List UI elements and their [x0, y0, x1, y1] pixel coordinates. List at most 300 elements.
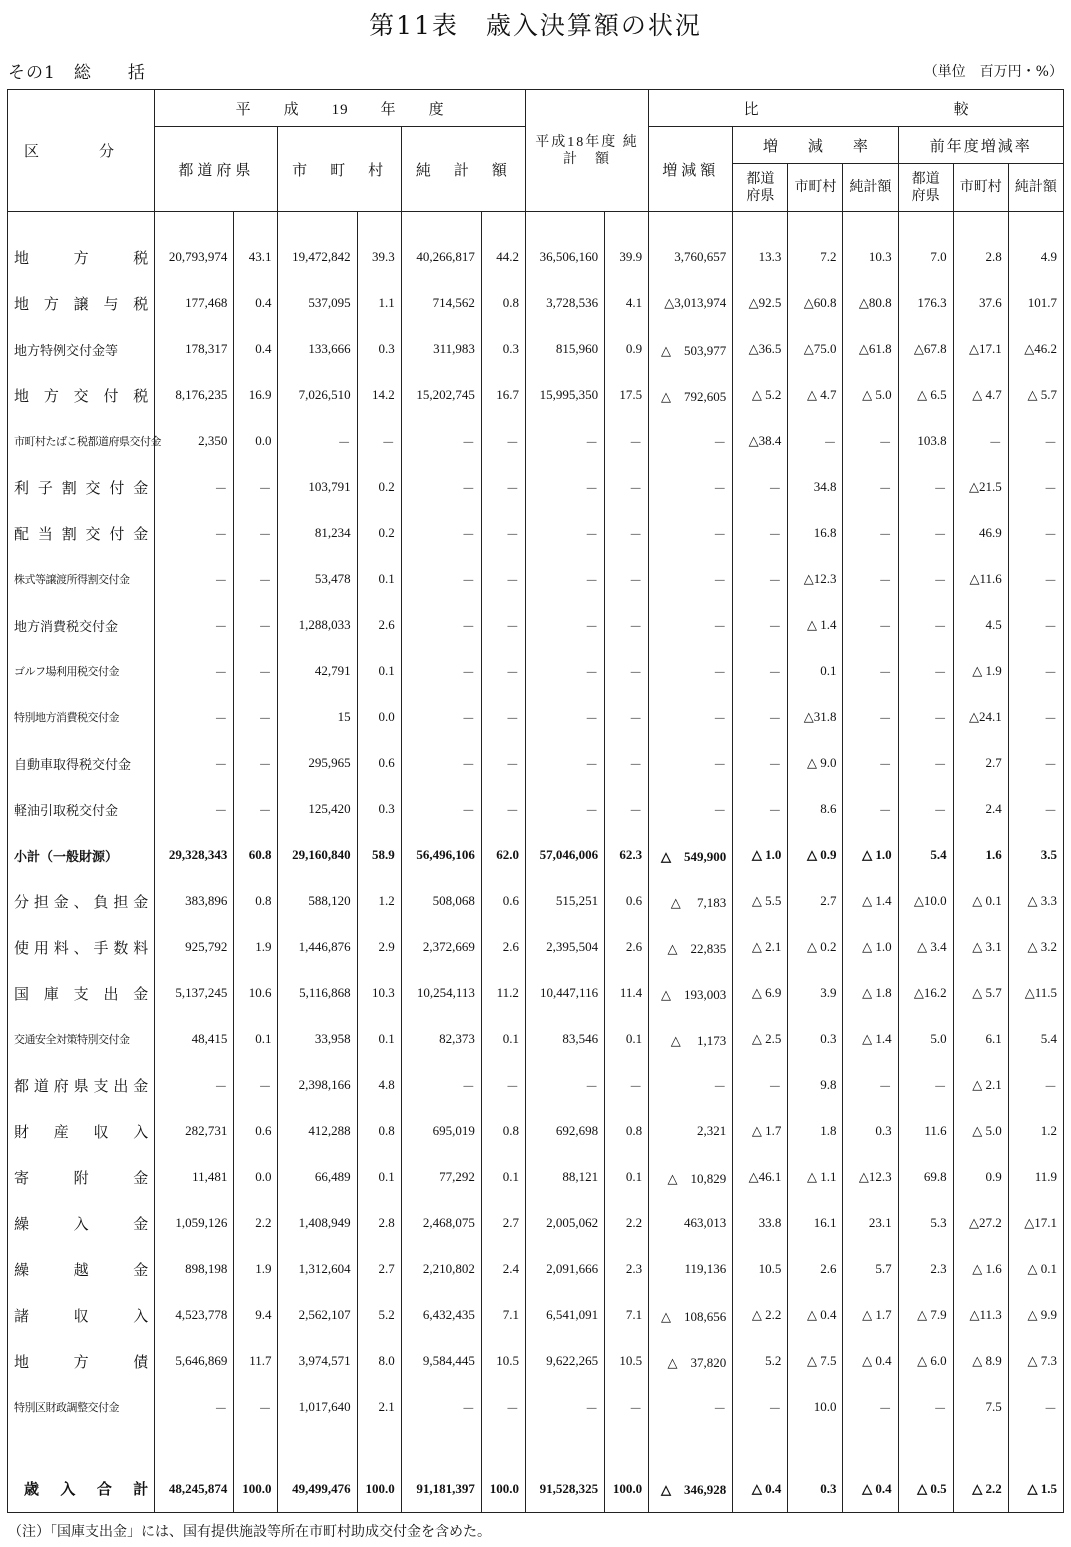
table-cell: －: [525, 418, 604, 464]
table-cell: 33.8: [733, 1200, 788, 1246]
table-cell: 0.1: [357, 1016, 401, 1062]
table-cell: －: [401, 1384, 481, 1430]
table-cell: △ 503,977: [649, 326, 733, 372]
table-cell: 8.0: [357, 1338, 401, 1384]
table-cell: 1,059,126: [155, 1200, 234, 1246]
table-cell: 82,373: [401, 1016, 481, 1062]
table-cell: 125,420: [278, 786, 357, 832]
table-cell: 0.1: [357, 648, 401, 694]
header-h18: 平成18年度 純 計 額: [525, 90, 648, 212]
table-cell: －: [481, 786, 525, 832]
table-cell: 5.3: [898, 1200, 953, 1246]
table-cell: －: [1008, 464, 1063, 510]
table-cell: △21.5: [953, 464, 1008, 510]
table-cell: 4,523,778: [155, 1292, 234, 1338]
table-cell: －: [401, 464, 481, 510]
table-cell: 695,019: [401, 1108, 481, 1154]
table-cell: 0.3: [357, 786, 401, 832]
table-cell: －: [733, 786, 788, 832]
table-cell: 2,468,075: [401, 1200, 481, 1246]
table-cell: 2.7: [481, 1200, 525, 1246]
header-sub-pref-prev: 都道 府県: [898, 164, 953, 212]
table-cell: 2.1: [357, 1384, 401, 1430]
table-cell: 88,121: [525, 1154, 604, 1200]
spacer-cell: [234, 1430, 278, 1466]
table-cell: 11.2: [481, 970, 525, 1016]
table-cell: －: [155, 648, 234, 694]
table-cell: 0.9: [953, 1154, 1008, 1200]
table-row: [8, 1384, 1064, 1430]
table-cell: 2.7: [357, 1246, 401, 1292]
header-category: 区 分: [8, 90, 155, 212]
table-cell: 4.1: [605, 280, 649, 326]
table-cell: 3,974,571: [278, 1338, 357, 1384]
table-cell: －: [525, 786, 604, 832]
table-cell: －: [481, 1384, 525, 1430]
table-cell: －: [525, 602, 604, 648]
table-cell: －: [155, 464, 234, 510]
table-cell: 11.4: [605, 970, 649, 1016]
table-row: [8, 602, 1064, 648]
table-cell: △ 5.0: [953, 1108, 1008, 1154]
table-cell: 7.5: [953, 1384, 1008, 1430]
table-cell: 2,562,107: [278, 1292, 357, 1338]
table-cell: 0.4: [234, 280, 278, 326]
row-label: 地方譲与税: [8, 280, 155, 326]
table-cell: －: [155, 602, 234, 648]
table-cell: 15: [278, 694, 357, 740]
row-label: 利子割交付金: [8, 464, 155, 510]
table-cell: －: [605, 510, 649, 556]
table-cell: －: [155, 740, 234, 786]
table-cell: 5.4: [1008, 1016, 1063, 1062]
table-cell: －: [898, 1062, 953, 1108]
table-cell: －: [733, 648, 788, 694]
row-label: 地方税: [8, 234, 155, 280]
table-row: [8, 924, 1064, 970]
table-cell: 16.7: [481, 372, 525, 418]
table-cell: 4.9: [1008, 234, 1063, 280]
table-cell: 6,432,435: [401, 1292, 481, 1338]
table-cell: △ 792,605: [649, 372, 733, 418]
spacer-cell: [953, 1430, 1008, 1466]
table-cell: 10.3: [843, 234, 898, 280]
table-cell: －: [401, 648, 481, 694]
row-label: 地方特例交付金等: [8, 326, 155, 372]
table-cell: 815,960: [525, 326, 604, 372]
table-cell: △ 1.5: [1008, 1466, 1063, 1512]
table-cell: 44.2: [481, 234, 525, 280]
table-cell: 9,584,445: [401, 1338, 481, 1384]
spacer-cell: [843, 212, 898, 235]
table-cell: 2.6: [481, 924, 525, 970]
table-cell: －: [357, 418, 401, 464]
table-cell: △ 1,173: [649, 1016, 733, 1062]
table-cell: 2.3: [605, 1246, 649, 1292]
table-cell: 42,791: [278, 648, 357, 694]
header-comparison: 比 較: [649, 90, 1064, 127]
unit-label: （単位 百万円・%）: [923, 64, 1063, 80]
spacer-cell: [278, 1430, 357, 1466]
table-cell: 2.4: [953, 786, 1008, 832]
table-cell: △ 2.2: [953, 1466, 1008, 1512]
table-cell: △12.3: [843, 1154, 898, 1200]
table-cell: 2.4: [481, 1246, 525, 1292]
table-cell: 5.4: [898, 832, 953, 878]
table-cell: 119,136: [649, 1246, 733, 1292]
table-cell: －: [1008, 510, 1063, 556]
table-cell: 62.3: [605, 832, 649, 878]
table-row: [8, 556, 1064, 602]
table-cell: 29,328,343: [155, 832, 234, 878]
table-cell: 3.9: [788, 970, 843, 1016]
table-cell: 1.1: [357, 280, 401, 326]
table-cell: －: [605, 418, 649, 464]
table-cell: △ 22,835: [649, 924, 733, 970]
table-cell: △ 7.3: [1008, 1338, 1063, 1384]
table-cell: 11.6: [898, 1108, 953, 1154]
table-cell: 0.6: [357, 740, 401, 786]
table-cell: 103,791: [278, 464, 357, 510]
table-cell: －: [733, 602, 788, 648]
row-label: 市町村たばこ税都道府県交付金: [8, 418, 155, 464]
spacer-cell: [788, 1430, 843, 1466]
table-cell: 2.9: [357, 924, 401, 970]
table-cell: －: [898, 556, 953, 602]
table-cell: 81,234: [278, 510, 357, 556]
table-row: [8, 970, 1064, 1016]
table-cell: 60.8: [234, 832, 278, 878]
table-cell: 2.6: [357, 602, 401, 648]
table-cell: －: [605, 1384, 649, 1430]
spacer-cell: [155, 1430, 234, 1466]
table-cell: △ 7.5: [788, 1338, 843, 1384]
table-cell: △ 2.2: [733, 1292, 788, 1338]
table-cell: 83,546: [525, 1016, 604, 1062]
table-cell: △75.0: [788, 326, 843, 372]
table-cell: 11.9: [1008, 1154, 1063, 1200]
table-cell: 7.0: [898, 234, 953, 280]
spacer-cell: [898, 212, 953, 235]
table-cell: 0.4: [234, 326, 278, 372]
table-cell: 0.0: [234, 418, 278, 464]
table-cell: 16.9: [234, 372, 278, 418]
table-cell: －: [605, 648, 649, 694]
table-cell: －: [605, 1062, 649, 1108]
table-cell: 133,666: [278, 326, 357, 372]
table-cell: △ 5.7: [953, 970, 1008, 1016]
table-row: [8, 418, 1064, 464]
table-cell: －: [155, 1062, 234, 1108]
table-row: [8, 1292, 1064, 1338]
table-cell: 10.6: [234, 970, 278, 1016]
table-row: [8, 1200, 1064, 1246]
table-cell: －: [843, 1062, 898, 1108]
table-cell: －: [649, 1384, 733, 1430]
table-cell: 0.1: [357, 556, 401, 602]
table-cell: △31.8: [788, 694, 843, 740]
table-cell: 2.2: [605, 1200, 649, 1246]
table-cell: 16.8: [788, 510, 843, 556]
table-cell: 177,468: [155, 280, 234, 326]
table-cell: 0.3: [788, 1016, 843, 1062]
table-cell: 10,254,113: [401, 970, 481, 1016]
table-cell: －: [649, 1062, 733, 1108]
table-cell: －: [898, 694, 953, 740]
table-cell: 0.8: [481, 1108, 525, 1154]
table-cell: －: [525, 464, 604, 510]
spacer-cell: [649, 1430, 733, 1466]
row-label: 小計（一般財源）: [8, 832, 155, 878]
table-cell: 10,447,116: [525, 970, 604, 1016]
table-cell: －: [234, 556, 278, 602]
spacer-cell: [401, 1430, 481, 1466]
table-cell: －: [649, 648, 733, 694]
table-cell: －: [234, 1062, 278, 1108]
table-cell: －: [1008, 556, 1063, 602]
table-cell: 48,245,874: [155, 1466, 234, 1512]
spacer-cell: [8, 1430, 155, 1466]
table-cell: △ 4.7: [788, 372, 843, 418]
table-cell: △ 108,656: [649, 1292, 733, 1338]
table-cell: －: [898, 740, 953, 786]
table-cell: △ 1.6: [953, 1246, 1008, 1292]
table-cell: 46.9: [953, 510, 1008, 556]
table-cell: △ 5.2: [733, 372, 788, 418]
table-cell: 3,760,657: [649, 234, 733, 280]
header-prefecture: 都道府県: [155, 127, 278, 212]
header-sub-pref: 都道 府県: [733, 164, 788, 212]
table-cell: △12.3: [788, 556, 843, 602]
table-cell: △ 1.7: [733, 1108, 788, 1154]
table-cell: △ 1.1: [788, 1154, 843, 1200]
table-cell: －: [155, 510, 234, 556]
table-cell: 14.2: [357, 372, 401, 418]
table-cell: 9.4: [234, 1292, 278, 1338]
table-cell: 1,312,604: [278, 1246, 357, 1292]
table-cell: 58.9: [357, 832, 401, 878]
table-cell: 0.0: [234, 1154, 278, 1200]
table-cell: △ 6.5: [898, 372, 953, 418]
table-cell: －: [401, 602, 481, 648]
spacer-cell: [1008, 212, 1063, 235]
header-prev-change-rate: 前年度増減率: [898, 127, 1063, 164]
table-cell: －: [525, 556, 604, 602]
table-cell: △ 1.0: [733, 832, 788, 878]
table-cell: △ 1.4: [843, 1016, 898, 1062]
table-cell: 69.8: [898, 1154, 953, 1200]
table-cell: 7.1: [605, 1292, 649, 1338]
spacer-cell: [953, 212, 1008, 235]
table-cell: －: [605, 556, 649, 602]
table-cell: 13.3: [733, 234, 788, 280]
table-cell: 0.3: [843, 1108, 898, 1154]
table-cell: 0.8: [357, 1108, 401, 1154]
table-cell: －: [843, 464, 898, 510]
table-cell: 508,068: [401, 878, 481, 924]
table-cell: △60.8: [788, 280, 843, 326]
table-cell: 0.3: [788, 1466, 843, 1512]
table-cell: －: [155, 556, 234, 602]
table-cell: 43.1: [234, 234, 278, 280]
table-cell: 11.7: [234, 1338, 278, 1384]
table-cell: 0.3: [357, 326, 401, 372]
table-cell: △ 1.9: [953, 648, 1008, 694]
table-cell: △ 3.4: [898, 924, 953, 970]
table-cell: △92.5: [733, 280, 788, 326]
table-cell: 0.9: [605, 326, 649, 372]
table-cell: －: [649, 694, 733, 740]
table-cell: △80.8: [843, 280, 898, 326]
table-cell: －: [481, 602, 525, 648]
table-cell: 1.8: [788, 1108, 843, 1154]
table-cell: △16.2: [898, 970, 953, 1016]
table-cell: △10.0: [898, 878, 953, 924]
table-cell: －: [234, 694, 278, 740]
table-cell: 29,160,840: [278, 832, 357, 878]
table-cell: 7,026,510: [278, 372, 357, 418]
table-cell: －: [155, 694, 234, 740]
row-label: ゴルフ場利用税交付金: [8, 648, 155, 694]
spacer-cell: [481, 212, 525, 235]
table-cell: 0.8: [234, 878, 278, 924]
table-cell: 0.6: [605, 878, 649, 924]
table-cell: 2,350: [155, 418, 234, 464]
table-cell: △ 0.4: [843, 1338, 898, 1384]
row-label: 分担金、負担金: [8, 878, 155, 924]
table-cell: －: [155, 786, 234, 832]
table-cell: －: [733, 740, 788, 786]
table-cell: 515,251: [525, 878, 604, 924]
table-cell: 0.3: [481, 326, 525, 372]
table-cell: △ 7.9: [898, 1292, 953, 1338]
table-cell: △ 2.5: [733, 1016, 788, 1062]
table-cell: 7.2: [788, 234, 843, 280]
table-cell: △61.8: [843, 326, 898, 372]
table-cell: 463,013: [649, 1200, 733, 1246]
table-cell: △ 1.0: [843, 832, 898, 878]
table-cell: 16.1: [788, 1200, 843, 1246]
row-label: 地方消費税交付金: [8, 602, 155, 648]
row-label: 配当割交付金: [8, 510, 155, 556]
table-cell: 412,288: [278, 1108, 357, 1154]
table-cell: 6.1: [953, 1016, 1008, 1062]
table-cell: 37.6: [953, 280, 1008, 326]
table-cell: 0.1: [481, 1154, 525, 1200]
spacer-cell: [898, 1430, 953, 1466]
table-cell: 0.1: [605, 1016, 649, 1062]
table-cell: 176.3: [898, 280, 953, 326]
spacer-cell: [278, 212, 357, 235]
table-cell: △ 4.7: [953, 372, 1008, 418]
table-cell: 9.8: [788, 1062, 843, 1108]
table-cell: 56,496,106: [401, 832, 481, 878]
table-cell: －: [155, 1384, 234, 1430]
table-cell: 57,046,006: [525, 832, 604, 878]
table-cell: △11.5: [1008, 970, 1063, 1016]
table-cell: －: [898, 464, 953, 510]
revenue-table: [7, 89, 1064, 1513]
table-cell: －: [788, 418, 843, 464]
row-label: 使用料、手数料: [8, 924, 155, 970]
table-cell: －: [234, 602, 278, 648]
table-cell: 2,395,504: [525, 924, 604, 970]
table-cell: 11,481: [155, 1154, 234, 1200]
table-cell: 0.6: [481, 878, 525, 924]
table-cell: 5,646,869: [155, 1338, 234, 1384]
header-net: 純 計 額: [401, 127, 525, 212]
table-cell: △ 1.4: [843, 878, 898, 924]
spacer-cell: [605, 212, 649, 235]
table-cell: △ 6.0: [898, 1338, 953, 1384]
table-cell: 39.3: [357, 234, 401, 280]
table-cell: －: [898, 786, 953, 832]
table-cell: 17.5: [605, 372, 649, 418]
table-cell: △ 5.7: [1008, 372, 1063, 418]
table-cell: －: [234, 510, 278, 556]
table-cell: △ 0.1: [1008, 1246, 1063, 1292]
table-cell: 91,528,325: [525, 1466, 604, 1512]
row-label: 交通安全対策特別交付金: [8, 1016, 155, 1062]
table-cell: －: [1008, 1384, 1063, 1430]
table-cell: 2,372,669: [401, 924, 481, 970]
table-cell: △ 0.5: [898, 1466, 953, 1512]
table-cell: －: [525, 740, 604, 786]
spacer-cell: [733, 1430, 788, 1466]
spacer-cell: [155, 212, 234, 235]
table-cell: －: [234, 648, 278, 694]
table-cell: 66,489: [278, 1154, 357, 1200]
table-cell: 23.1: [843, 1200, 898, 1246]
header-change-amount: 増減額: [649, 127, 733, 212]
table-cell: 2.8: [357, 1200, 401, 1246]
table-cell: 40,266,817: [401, 234, 481, 280]
table-row: [8, 694, 1064, 740]
table-cell: 1.6: [953, 832, 1008, 878]
table-cell: △67.8: [898, 326, 953, 372]
table-cell: △ 193,003: [649, 970, 733, 1016]
spacer-cell: [605, 1430, 649, 1466]
table-cell: 1,446,876: [278, 924, 357, 970]
table-cell: 2,321: [649, 1108, 733, 1154]
table-cell: 537,095: [278, 280, 357, 326]
table-cell: －: [401, 694, 481, 740]
table-cell: －: [733, 510, 788, 556]
table-cell: －: [649, 786, 733, 832]
table-cell: △36.5: [733, 326, 788, 372]
table-cell: △ 1.4: [788, 602, 843, 648]
table-cell: －: [401, 1062, 481, 1108]
table-cell: △ 346,928: [649, 1466, 733, 1512]
table-row: [8, 326, 1064, 372]
spacer-cell: [525, 212, 604, 235]
table-cell: 10.3: [357, 970, 401, 1016]
spacer-cell: [481, 1430, 525, 1466]
table-cell: －: [1008, 648, 1063, 694]
table-row: [8, 510, 1064, 556]
table-row: [8, 234, 1064, 280]
table-cell: 3.5: [1008, 832, 1063, 878]
table-cell: △38.4: [733, 418, 788, 464]
table-cell: －: [525, 1384, 604, 1430]
row-label: 軽油引取税交付金: [8, 786, 155, 832]
table-cell: －: [843, 556, 898, 602]
table-cell: △27.2: [953, 1200, 1008, 1246]
table-cell: 0.1: [234, 1016, 278, 1062]
table-cell: 0.2: [357, 510, 401, 556]
table-cell: 1.2: [357, 878, 401, 924]
table-cell: 100.0: [357, 1466, 401, 1512]
